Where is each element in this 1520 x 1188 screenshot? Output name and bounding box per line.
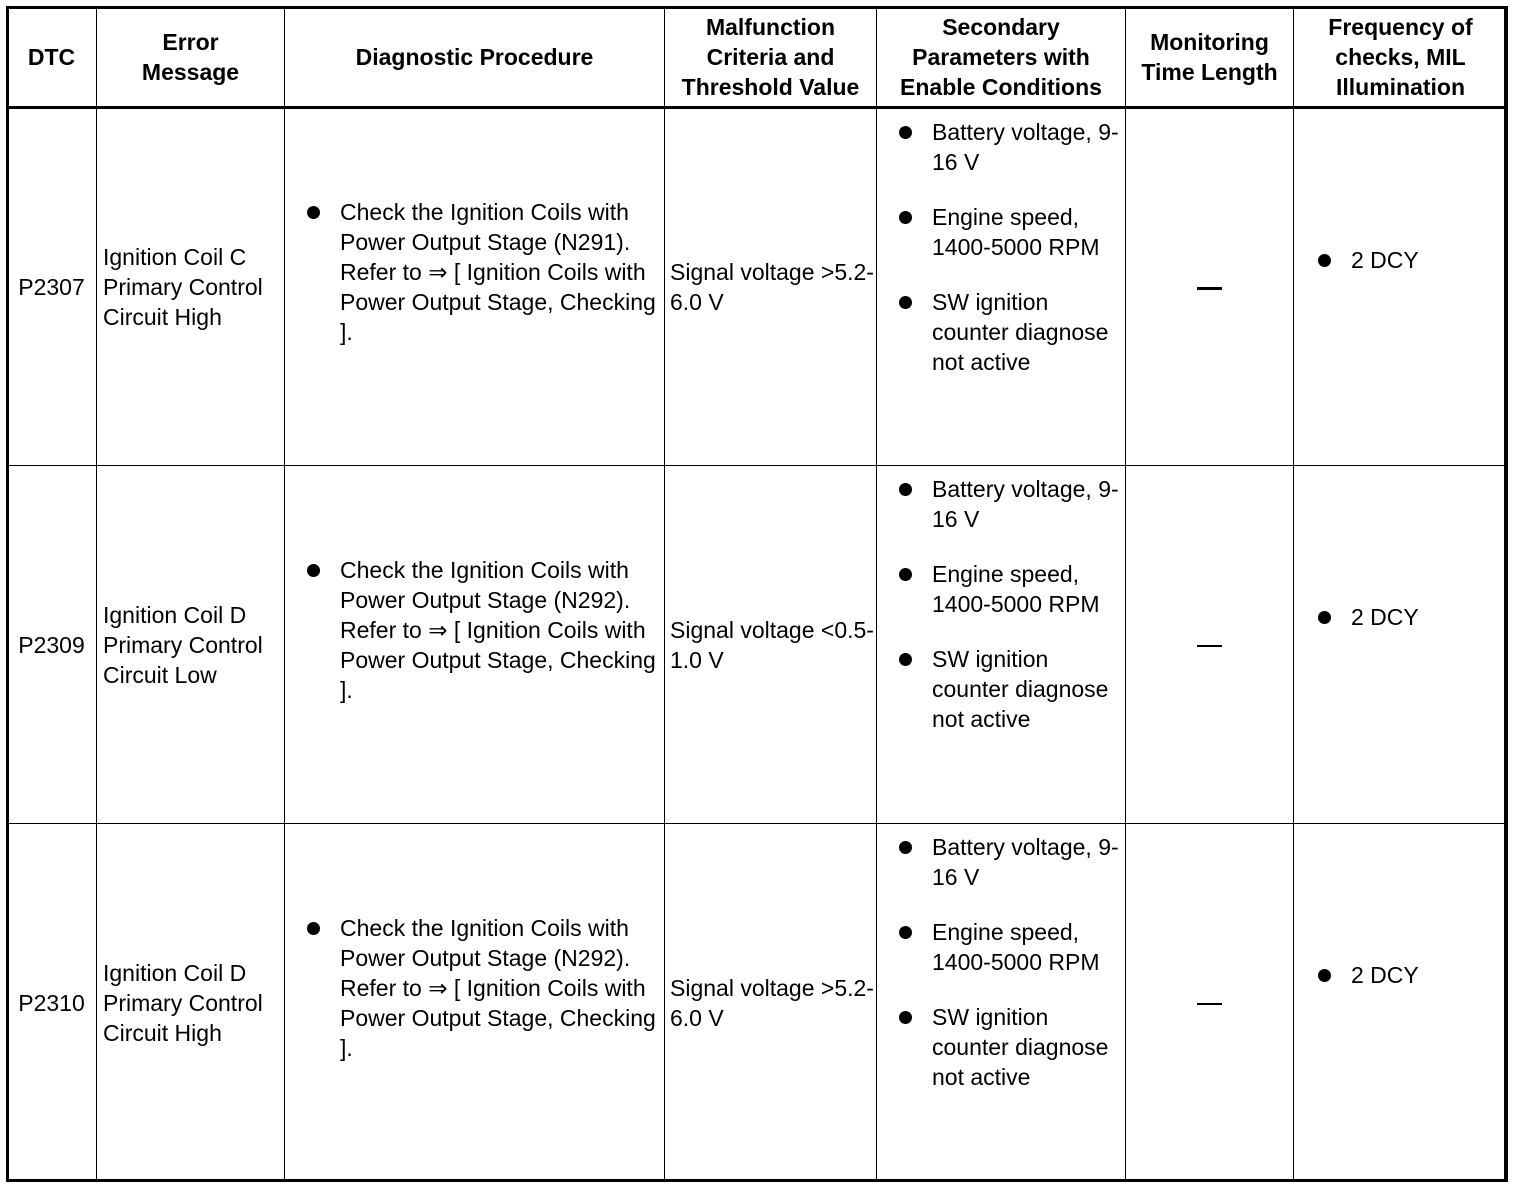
malfunction-criteria: Signal voltage >5.2-6.0 V (665, 108, 877, 466)
frequency-text: 2 DCY (1351, 247, 1419, 273)
procedure-text: Check the Ignition Coils with Power Output Stage (N291). Refer to ⇒ [ Ignition Coils with Power Output Stage, Checking ]. (340, 199, 656, 345)
header-diagnostic-procedure: Diagnostic Procedure (285, 7, 665, 108)
param-text: Battery voltage, 9-16 V (932, 476, 1119, 532)
dtc-code: P2307 (7, 108, 97, 466)
malfunction-criteria: Signal voltage <0.5-1.0 V (665, 466, 877, 824)
header-error-message: Error Message (97, 7, 285, 108)
error-message: Ignition Coil D Primary Control Circuit Low (97, 466, 285, 824)
param-text: SW ignition counter diagnose not active (932, 289, 1109, 375)
header-malfunction-criteria: Malfunction Criteria and Threshold Value (665, 7, 877, 108)
header-secondary-parameters: Secondary Parameters with Enable Conditions (877, 7, 1126, 108)
dtc-code: P2310 (7, 824, 97, 1182)
param-text: SW ignition counter diagnose not active (932, 646, 1109, 732)
param-text: Battery voltage, 9-16 V (932, 119, 1119, 175)
procedure-text: Check the Ignition Coils with Power Output Stage (N292). Refer to ⇒ [ Ignition Coils with Power Output Stage, Checking ]. (340, 556, 656, 703)
malfunction-criteria: Signal voltage >5.2-6.0 V (665, 824, 877, 1182)
header-monitoring-time: Monitoring Time Length (1126, 7, 1294, 108)
table-outer-border (6, 6, 1507, 1182)
param-text: SW ignition counter diagnose not active (932, 1004, 1109, 1090)
param-text: Battery voltage, 9-16 V (932, 834, 1119, 890)
error-message: Ignition Coil C Primary Control Circuit High (97, 108, 285, 466)
param-text: Engine speed, 1400-5000 RPM (932, 204, 1100, 260)
frequency-text: 2 DCY (1351, 962, 1419, 988)
procedure-text: Check the Ignition Coils with Power Output Stage (N292). Refer to ⇒ [ Ignition Coils with Power Output Stage, Checking ]. (340, 914, 656, 1061)
frequency-text: 2 DCY (1351, 604, 1419, 630)
param-text: Engine speed, 1400-5000 RPM (932, 561, 1100, 617)
dtc-code: P2309 (7, 466, 97, 824)
error-message: Ignition Coil D Primary Control Circuit High (97, 824, 285, 1182)
header-dtc: DTC (7, 7, 97, 108)
header-frequency: Frequency of checks, MIL Illumination (1294, 7, 1508, 108)
param-text: Engine speed, 1400-5000 RPM (932, 919, 1100, 975)
